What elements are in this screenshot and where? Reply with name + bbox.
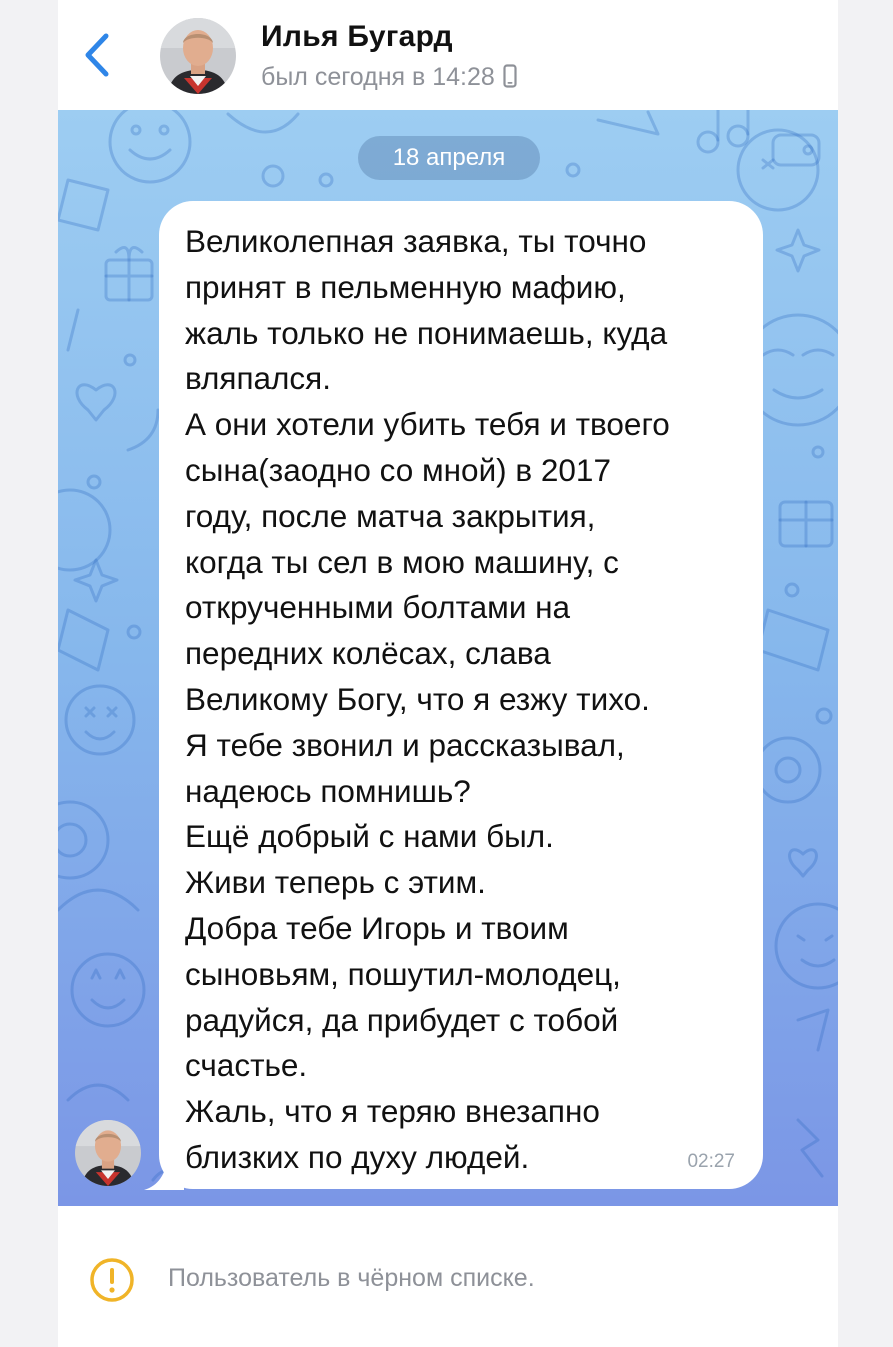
message-line: радуйся, да прибудет с тобой xyxy=(185,1001,619,1038)
message-line: открученными болтами на xyxy=(185,589,571,626)
message-line: Великолепная заявка, ты точно xyxy=(185,223,647,259)
chat-header xyxy=(58,0,838,110)
avatar-photo xyxy=(160,18,236,94)
message-line: Ещё добрый с нами был. xyxy=(185,818,554,855)
message-line: надеюсь помнишь? xyxy=(185,772,471,809)
warning-circle-icon xyxy=(88,1256,136,1304)
message-text xyxy=(185,219,755,1181)
message-line: передних колёсах, слава xyxy=(185,635,551,672)
message-line: Великому Богу, что я езжу тихо. xyxy=(185,680,650,717)
message-line: жаль только не понимаешь, куда xyxy=(185,314,668,351)
message-line: Жаль, что я теряю внезапно xyxy=(185,1093,600,1130)
message-bubble[interactable] xyxy=(159,201,763,1189)
blocked-notice-text: Пользователь в чёрном списке. xyxy=(168,1264,535,1292)
contact-avatar[interactable] xyxy=(160,18,236,94)
message-line: близких по духу людей. xyxy=(185,1138,530,1175)
message-line: Живи теперь с этим. xyxy=(185,864,486,901)
mobile-phone-icon xyxy=(503,64,517,95)
last-seen-status xyxy=(261,63,517,95)
chat-screen xyxy=(58,0,838,1347)
blocked-notice-bar xyxy=(58,1206,838,1347)
message-line: вляпался. xyxy=(185,360,331,397)
message-line: А они хотели убить тебя и твоего xyxy=(185,406,670,443)
message-line: сына(заодно со мной) в 2017 xyxy=(185,451,611,488)
chevron-left-icon xyxy=(76,30,120,80)
message-line: сыновьям, пошутил-молодец, xyxy=(185,955,621,992)
avatar-photo xyxy=(75,1120,141,1186)
message-list[interactable] xyxy=(58,110,838,1206)
sender-avatar[interactable] xyxy=(75,1120,141,1186)
back-button[interactable] xyxy=(76,30,120,80)
message-line: Добра тебе Игорь и твоим xyxy=(185,909,569,946)
message-line: Я тебе звонил и рассказывал, xyxy=(185,726,625,763)
message-line: когда ты сел в мою машину, с xyxy=(185,543,619,580)
message-time: 02:27 xyxy=(687,1151,735,1172)
message-line: счастье. xyxy=(185,1047,308,1084)
contact-name[interactable]: Илья Бугард xyxy=(261,20,453,53)
message-line: принят в пельменную мафию, xyxy=(185,268,626,305)
date-separator: 18 апреля xyxy=(358,136,540,180)
message-line: году, после матча закрытия, xyxy=(185,497,596,534)
last-seen-text: был сегодня в 14:28 xyxy=(261,63,495,91)
